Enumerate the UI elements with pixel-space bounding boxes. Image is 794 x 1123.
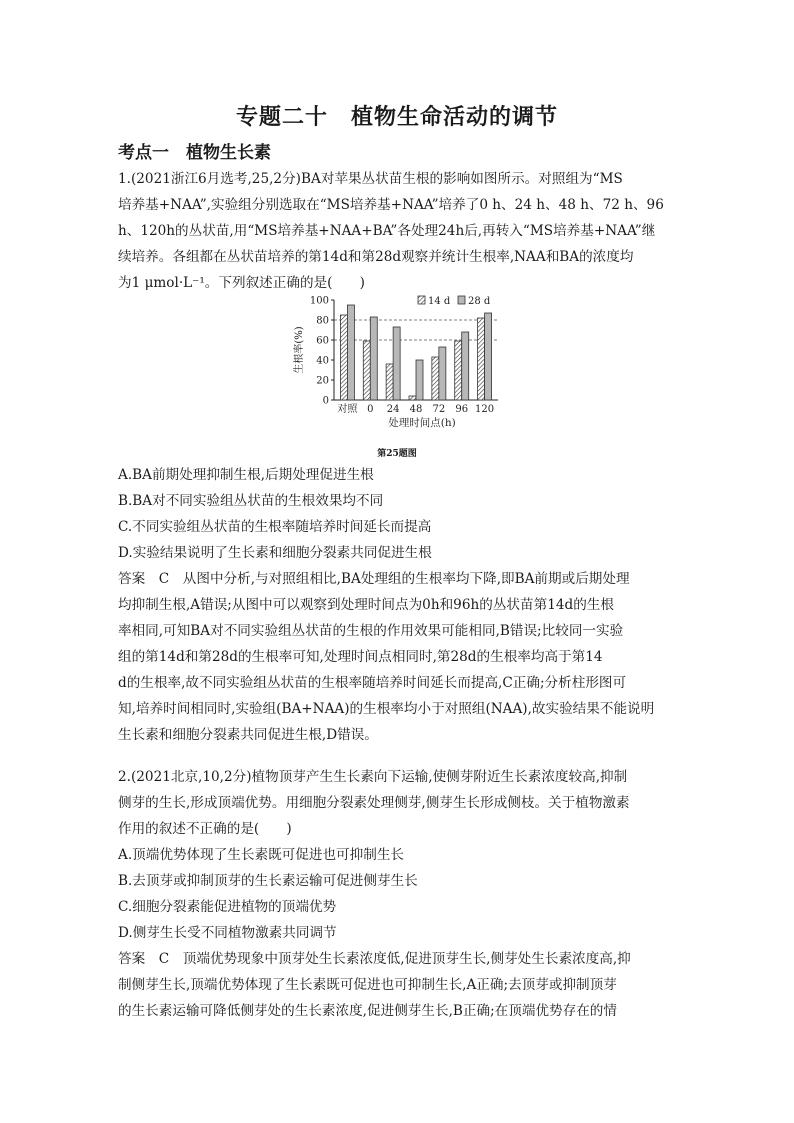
y-tick-label: 100 <box>309 295 329 307</box>
q1-line: h、120h的丛状苗,用“MS培养基+NAA+BA”各处理24h后,再转入“MS培养基+NAA”继 <box>118 223 656 239</box>
option-d: D.侧芽生长受不同植物激素共同调节 <box>118 925 337 941</box>
q1-line: 培养基+NAA”,实验组分别选取在“MS培养基+NAA”培养了0 h、24 h、48 h、72 h、96 <box>118 197 664 213</box>
bar-14d <box>363 341 370 400</box>
answer-line: 均抑制生根,A错误;从图中可以观察到处理时间点为0h和96h的丛状苗第14d的生根 <box>118 597 614 613</box>
option-a: A.顶端优势体现了生长素既可促进也可抑制生长 <box>118 847 405 863</box>
bar-14d <box>409 396 416 400</box>
answer-line: 制侧芽生长,顶端优势体现了生长素既可促进也可抑制生长,A正确;去顶芽或抑制顶芽 <box>118 977 617 993</box>
option-a: A.BA前期处理抑制生根,后期处理促进生根 <box>118 467 374 483</box>
question-2-stem <box>118 764 678 842</box>
bar-28d <box>347 305 354 400</box>
bar-28d <box>462 332 469 400</box>
section-heading: 考点一 植物生长素 <box>118 143 271 163</box>
page-title: 专题二十 植物生命活动的调节 <box>235 104 558 130</box>
bar-28d <box>393 327 400 400</box>
q1-line: 为1 μmol·L⁻¹。下列叙述正确的是( ) <box>118 275 365 291</box>
option-c: C.细胞分裂素能促进植物的顶端优势 <box>118 899 337 915</box>
legend-label-28d: 28 d <box>468 296 491 307</box>
question-2-answer <box>118 946 678 1024</box>
q1-line: 1.(2021浙江6月选考,25,2分)BA对苹果丛状苗生根的影响如图所示。对照组为“MS <box>118 171 623 187</box>
y-tick-label: 20 <box>316 375 329 387</box>
y-tick-label: 60 <box>316 335 329 347</box>
bar-28d <box>485 313 492 400</box>
bar-14d <box>340 315 347 400</box>
legend-swatch-14d <box>418 296 425 304</box>
q1-line: 续培养。各组都在丛状苗培养的第14d和第28d观察并统计生根率,NAA和BA的浓度均 <box>118 249 634 265</box>
option-d: D.实验结果说明了生长素和细胞分裂素共同促进生根 <box>118 545 432 561</box>
question-1-stem <box>118 166 678 296</box>
y-axis-label: 生根率(%) <box>294 326 305 374</box>
bar-14d <box>478 318 485 400</box>
bar-28d <box>416 360 423 400</box>
q2-line: 2.(2021北京,10,2分)植物顶芽产生生长素向下运输,使侧芽附近生长素浓度较高,抑制 <box>118 769 628 785</box>
q2-line: 侧芽的生长,形成顶端优势。用细胞分裂素处理侧芽,侧芽生长形成侧枝。关于植物激素 <box>118 795 630 811</box>
figure-caption: 第25题图 <box>377 449 417 459</box>
answer-line: 答案 C 从图中分析,与对照组相比,BA处理组的生根率均下降,即BA前期或后期处理 <box>118 571 630 587</box>
bar-14d <box>432 357 439 400</box>
y-tick-label: 40 <box>316 355 329 367</box>
question-1-answer <box>118 566 678 748</box>
x-tick-label: 0 <box>367 404 374 415</box>
answer-line: 率相同,可知BA对不同实验组丛状苗的生根的作用效果可能相同,B错误;比较同一实验 <box>118 623 624 639</box>
x-tick-label: 48 <box>409 404 423 415</box>
x-tick-label: 120 <box>475 404 495 415</box>
y-tick-label: 0 <box>322 395 329 407</box>
legend-label-14d: 14 d <box>428 296 451 307</box>
q2-line: 作用的叙述不正确的是( ) <box>118 821 292 837</box>
x-tick-label: 对照 <box>337 404 358 415</box>
bar-chart-svg <box>290 290 510 440</box>
x-tick-label: 24 <box>386 404 400 415</box>
answer-line: 生长素和细胞分裂素共同促进生根,D错误。 <box>118 727 378 743</box>
question-2-options <box>118 842 678 946</box>
answer-line: d的生根率,故不同实验组丛状苗的生根率随培养时间延长而提高,C正确;分析柱形图可 <box>118 675 627 691</box>
option-b: B.去顶芽或抑制顶芽的生长素运输可促进侧芽生长 <box>118 873 418 889</box>
bar-28d <box>439 347 446 400</box>
answer-line: 知,培养时间相同时,实验组(BA+NAA)的生根率均小于对照组(NAA),故实验结果不能说明 <box>118 701 655 717</box>
x-tick-label: 72 <box>432 404 446 415</box>
option-b: B.BA对不同实验组丛状苗的生根效果均不同 <box>118 493 384 509</box>
bar-14d <box>455 341 462 400</box>
legend-swatch-28d <box>458 296 465 304</box>
option-c: C.不同实验组丛状苗的生根率随培养时间延长而提高 <box>118 519 432 535</box>
answer-line: 组的第14d和第28d的生根率可知,处理时间点相同时,第28d的生根率均高于第14 <box>118 649 603 665</box>
x-tick-label: 96 <box>455 404 469 415</box>
bar-28d <box>370 317 377 400</box>
bar-chart <box>290 290 510 440</box>
answer-line: 的生长素运输可降低侧芽处的生长素浓度,促进侧芽生长,B正确;在顶端优势存在的情 <box>118 1003 617 1019</box>
question-1-options <box>118 462 678 566</box>
answer-line: 答案 C 顶端优势现象中顶芽处生长素浓度低,促进顶芽生长,侧芽处生长素浓度高,抑 <box>118 951 631 967</box>
y-tick-label: 80 <box>316 315 329 327</box>
x-axis-label: 处理时间点(h) <box>388 417 456 429</box>
bar-14d <box>386 364 393 400</box>
